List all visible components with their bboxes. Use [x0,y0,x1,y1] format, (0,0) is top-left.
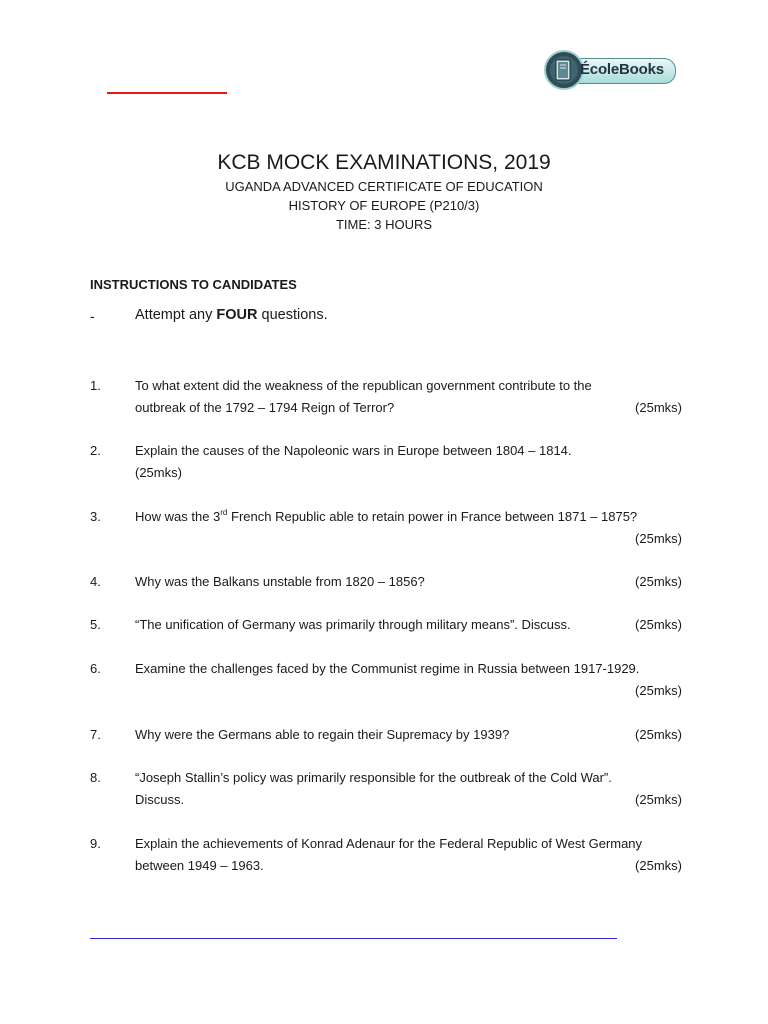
question-number: 3. [90,509,101,524]
instructions-text-bold: FOUR [216,307,258,323]
exam-subtitle-time: TIME: 3 HOURS [335,217,433,232]
ordinal-superscript: rd [220,507,228,517]
question-marks: (25mks) [635,531,682,546]
exam-subtitle-board: UGANDA ADVANCED CERTIFICATE OF EDUCATION [225,179,543,194]
question-text-line1: “Joseph Stallin’s policy was primarily responsible for the outbreak of the Cold War”. [135,770,612,785]
blue-rule [90,938,617,939]
exam-subtitle-paper: HISTORY OF EUROPE (P210/3) [288,198,480,213]
logo-text: ÉcoleBooks [580,61,664,78]
exam-title: KCB MOCK EXAMINATIONS, 2019 [217,151,551,174]
question-text-line1: Explain the causes of the Napoleonic wars in Europe between 1804 – 1814. [135,443,572,458]
question-number: 2. [90,443,101,458]
instructions-text [135,307,328,323]
instructions-heading: INSTRUCTIONS TO CANDIDATES [90,277,297,292]
instructions-bullet: - [90,308,95,324]
question-marks: (25mks) [635,727,682,742]
question-text-part: How was the 3 [135,509,221,524]
ecolebooks-logo [544,48,676,92]
question-number: 9. [90,836,101,851]
question-marks: (25mks) [635,400,682,415]
question-marks: (25mks) [635,683,682,698]
question-marks: (25mks) [635,792,682,807]
question-text-line1: Explain the achievements of Konrad Adenaur for the Federal Republic of West Germany [135,836,643,851]
question-text-line1: “The unification of Germany was primarily through military means”. Discuss. [135,617,571,632]
question-text-line2: outbreak of the 1792 – 1794 Reign of Terror? [135,400,395,415]
question-number: 1. [90,378,101,393]
question-number: 5. [90,617,101,632]
question-marks: (25mks) [635,574,682,589]
question-marks: (25mks) [635,617,682,632]
question-text-line1: Why was the Balkans unstable from 1820 – 1856? [135,574,425,589]
question-number: 8. [90,770,101,785]
question-text-line1: Why were the Germans able to regain their Supremacy by 1939? [135,727,510,742]
question-text-line2: between 1949 – 1963. [135,858,264,873]
question-text-line2: (25mks) [135,465,182,480]
instructions-text-before: Attempt any [135,307,217,323]
question-text-line1: Examine the challenges faced by the Communist regime in Russia between 1917-1929. [135,661,640,676]
question-text-line1: To what extent did the weakness of the republican government contribute to the [135,378,592,393]
instructions-text-after: questions. [257,307,328,323]
red-rule [107,92,227,94]
question-number: 4. [90,574,101,589]
question-text-part: French Republic able to retain power in France between 1871 – 1875? [227,509,638,524]
question-number: 6. [90,661,101,676]
question-text-line2: Discuss. [135,792,185,807]
question-text-line1 [135,506,637,528]
question-marks: (25mks) [635,858,682,873]
question-number: 7. [90,727,101,742]
